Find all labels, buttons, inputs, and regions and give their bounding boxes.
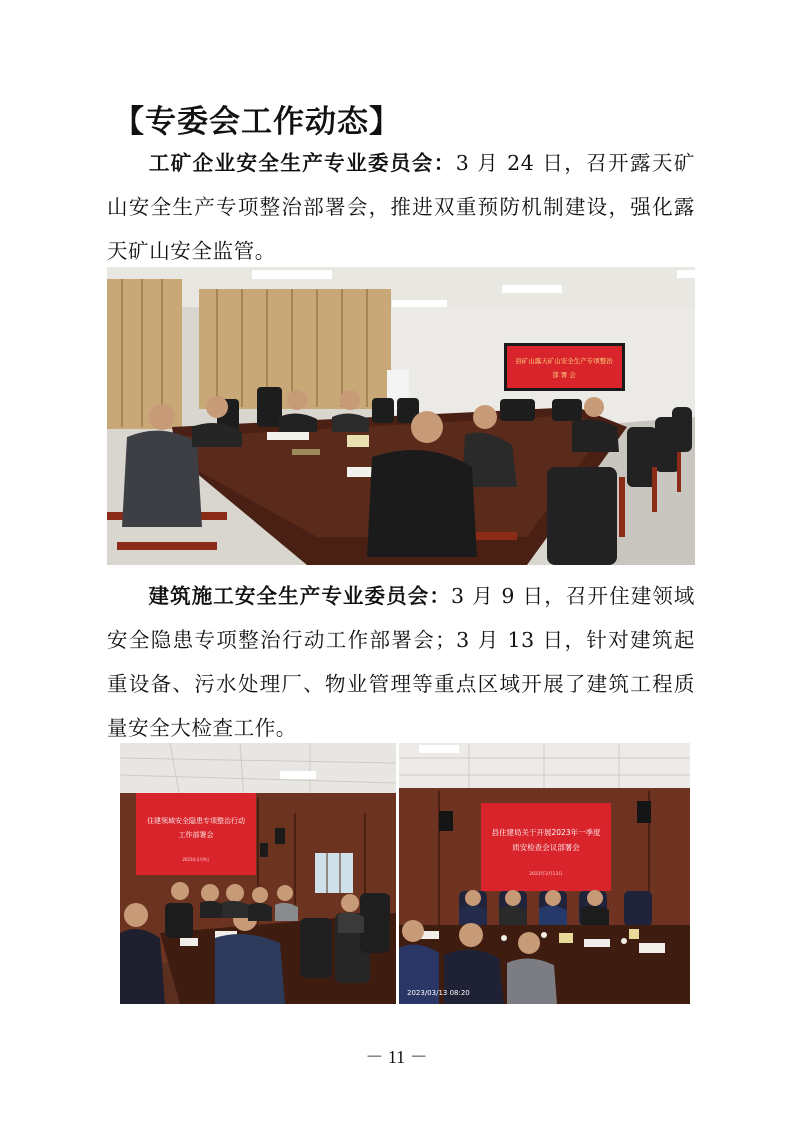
meeting-photo-housing-hazard	[120, 743, 396, 1004]
paragraph-mining-committee	[107, 141, 695, 273]
section-title: 【专委会工作动态】	[113, 104, 401, 140]
screen-text-line1: 县矿山露天矿山安全生产专项整治	[515, 357, 613, 365]
meeting-photo-quality-inspection	[399, 743, 690, 1004]
screen-text-line2: 工作部署会	[178, 831, 214, 839]
page-number: － 11 －	[365, 1047, 428, 1067]
paragraph-construction-committee	[107, 574, 695, 750]
screen-date: 2023年3月13日	[529, 872, 563, 877]
paragraph-body: 3 月 9 日，召开住建领域安全隐患专项整治行动工作部署会；3 月 13 日，针对建筑起重设备、污水处理厂、物业管理等重点区域开展了建筑工程质量安全大检查工作。	[107, 584, 695, 740]
meeting-photo-mining	[107, 267, 695, 565]
paragraph-lead: 工矿企业安全生产专业委员会：	[148, 151, 456, 175]
paragraph-lead: 建筑施工安全生产专业委员会：	[148, 584, 451, 608]
photo-timestamp: 2023/03/13 08:20	[407, 989, 470, 997]
screen-text-line2: 质安检查会议部署会	[512, 843, 580, 852]
screen-date: 2023年3月9日	[182, 857, 210, 862]
screen-text-line2: 部 署 会	[552, 371, 576, 379]
paragraph-body: 3 月 24 日，召开露天矿山安全生产专项整治部署会，推进双重预防机制建设，强化露天矿山安全监管。	[107, 151, 696, 263]
screen-text-line1: 住建领域安全隐患专项整治行动	[147, 817, 245, 825]
screen-text-line1: 县住建局关于开展2023年一季度	[491, 828, 601, 837]
